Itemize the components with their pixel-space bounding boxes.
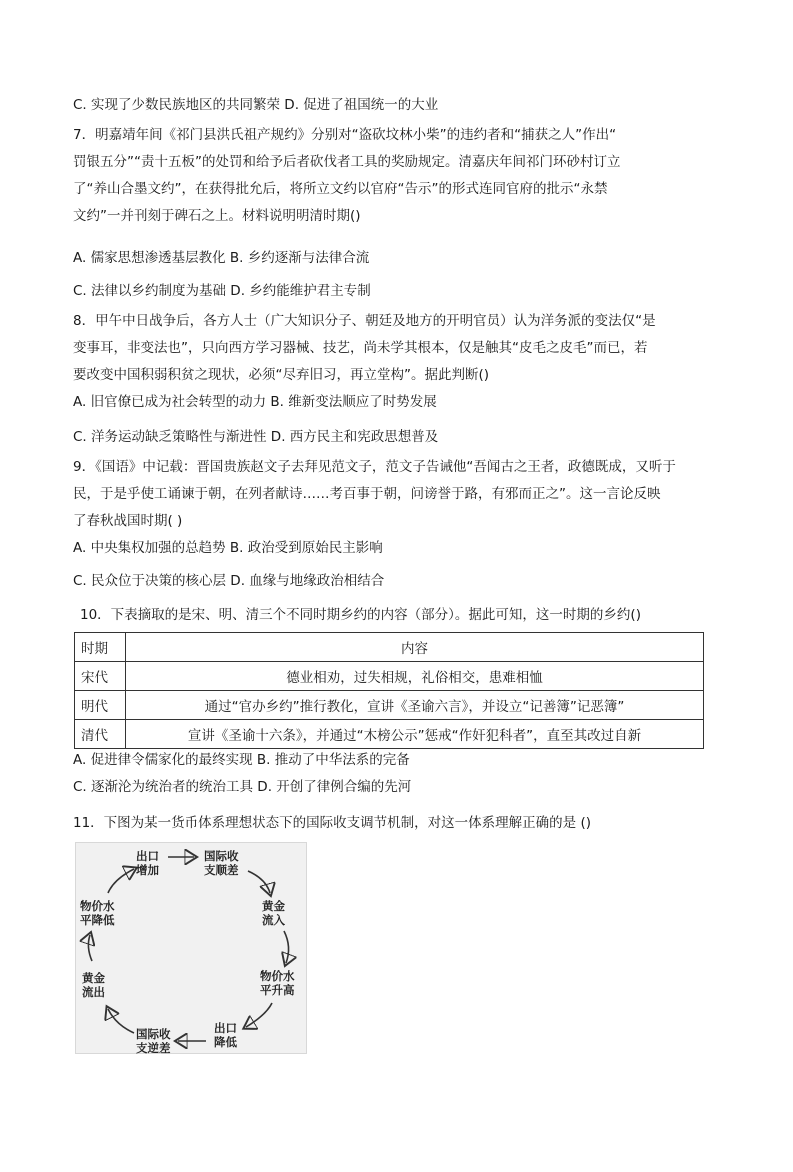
q9-stem-line-2: 民，于是乎使工诵谏于朝，在列者献诗……考百事于朝，问谤誉于路，有邪而正之”。这一言论反映 xyxy=(73,486,661,502)
node-text: 物价水 xyxy=(80,899,115,913)
q10-stem: 10．下表摘取的是宋、明、清三个不同时期乡约的内容（部分）。据此可知，这一时期的乡约() xyxy=(80,607,641,623)
table-row xyxy=(75,720,704,749)
q8-stem-line-2: 变事耳，非变法也”，只向西方学习器械、技艺，尚未学其根本，仅是触其“皮毛之皮毛”而已，若 xyxy=(73,340,648,356)
q8-options-ab: A. 旧官僚已成为社会转型的动力 B. 维新变法顺应了时势发展 xyxy=(73,394,437,410)
arrow-up-right-icon xyxy=(108,869,134,893)
cycle-arrows xyxy=(76,843,306,1053)
node-payments-surplus xyxy=(204,849,239,877)
table-row xyxy=(75,691,704,720)
q7-stem-line-1: 7．明嘉靖年间《祁门县洪氏祖产规约》分别对“盗砍坟林小柴”的违约者和“捕获之人”作出“ xyxy=(73,127,617,143)
q8-stem-line-1: 8．甲午中日战争后，各方人士（广大知识分子、朝廷及地方的开明官员）认为洋务派的变法仅“是 xyxy=(73,313,656,329)
node-text: 出口 xyxy=(214,1021,237,1035)
node-gold-outflow xyxy=(82,971,105,999)
node-text: 支逆差 xyxy=(136,1041,171,1055)
node-text: 平升高 xyxy=(260,983,295,997)
q10-options-cd: C. 逐渐沦为统治者的统治工具 D. 开创了律例合编的先河 xyxy=(73,779,412,795)
node-price-rise xyxy=(260,969,295,997)
node-gold-inflow xyxy=(262,899,285,927)
q9-stem-line-3: 了春秋战国时期( ) xyxy=(73,513,183,529)
node-text: 出口 xyxy=(136,849,159,863)
q10-table xyxy=(74,632,704,749)
q7-stem-line-3: 了“养山合墨文约”，在获得批允后，将所立文约以官府“告示”的形式连同官府的批示“永禁 xyxy=(73,181,608,197)
table-header-content: 内容 xyxy=(126,633,704,662)
node-export-increase xyxy=(136,849,159,877)
node-text: 国际收 xyxy=(204,849,239,863)
table-cell-period: 明代 xyxy=(75,691,126,720)
q9-options-cd: C. 民众位于决策的核心层 D. 血缘与地缘政治相结合 xyxy=(73,573,385,589)
table-row xyxy=(75,662,704,691)
q7-options-cd: C. 法律以乡约制度为基础 D. 乡约能维护君主专制 xyxy=(73,283,371,299)
arrow-down-icon xyxy=(284,931,289,963)
arrow-down-left-icon xyxy=(246,1003,272,1027)
q10-options-ab: A. 促进律令儒家化的最终实现 B. 推动了中华法系的完备 xyxy=(73,752,410,768)
node-text: 流出 xyxy=(82,985,105,999)
arrow-down-right-icon xyxy=(248,871,270,893)
node-text: 支顺差 xyxy=(204,863,239,877)
node-export-decrease xyxy=(214,1021,237,1049)
q11-stem: 11．下图为某一货币体系理想状态下的国际收支调节机制，对这一体系理解正确的是 () xyxy=(73,815,592,831)
node-text: 黄金 xyxy=(262,899,285,913)
table-cell-content: 通过“官办乡约”推行教化，宣讲《圣谕六言》，并设立“记善簿”记恶簿” xyxy=(126,691,704,720)
q9-options-ab: A. 中央集权加强的总趋势 B. 政治受到原始民主影响 xyxy=(73,540,383,556)
node-text: 黄金 xyxy=(82,971,105,985)
node-text: 物价水 xyxy=(260,969,295,983)
table-cell-content: 德业相劝，过失相规，礼俗相交，患难相恤 xyxy=(126,662,704,691)
node-text: 国际收 xyxy=(136,1027,171,1041)
table-header-period: 时期 xyxy=(75,633,126,662)
node-text: 降低 xyxy=(214,1035,237,1049)
node-text: 流入 xyxy=(262,913,285,927)
q8-options-cd: C. 洋务运动缺乏策略性与渐进性 D. 西方民主和宪政思想普及 xyxy=(73,429,439,445)
table-cell-content: 宣讲《圣谕十六条》，并通过“木榜公示”惩戒“作奸犯科者”，直至其改过自新 xyxy=(126,720,704,749)
table-header-row xyxy=(75,633,704,662)
node-text: 增加 xyxy=(136,863,159,877)
arrow-up-icon xyxy=(88,935,92,961)
q7-options-ab: A. 儒家思想渗透基层教化 B. 乡约逐渐与法律合流 xyxy=(73,250,370,266)
q7-stem-line-2: 罚银五分”“责十五板”的处罚和给予后者砍伐者工具的奖励规定。清嘉庆年间祁门环砂村订立 xyxy=(73,154,621,170)
table-cell-period: 清代 xyxy=(75,720,126,749)
q8-stem-line-3: 要改变中国积弱积贫之现状，必须“尽弃旧习，再立堂构”。据此判断() xyxy=(73,367,490,383)
node-text: 平降低 xyxy=(80,913,115,927)
table-cell-period: 宋代 xyxy=(75,662,126,691)
q6-options-cd: C. 实现了少数民族地区的共同繁荣 D. 促进了祖国统一的大业 xyxy=(73,97,439,113)
balance-of-payments-cycle-diagram xyxy=(75,842,307,1054)
arrow-up-left-icon xyxy=(108,1009,134,1033)
node-payments-deficit xyxy=(136,1027,171,1055)
node-price-fall xyxy=(80,899,115,927)
q7-stem-line-4: 文约”一并刊刻于碑石之上。材料说明明清时期() xyxy=(73,208,361,224)
q9-stem-line-1: 9．《国语》中记载：晋国贵族赵文子去拜见范文子，范文子告诫他“吾闻古之王者，政德既成，又听于 xyxy=(73,459,676,475)
